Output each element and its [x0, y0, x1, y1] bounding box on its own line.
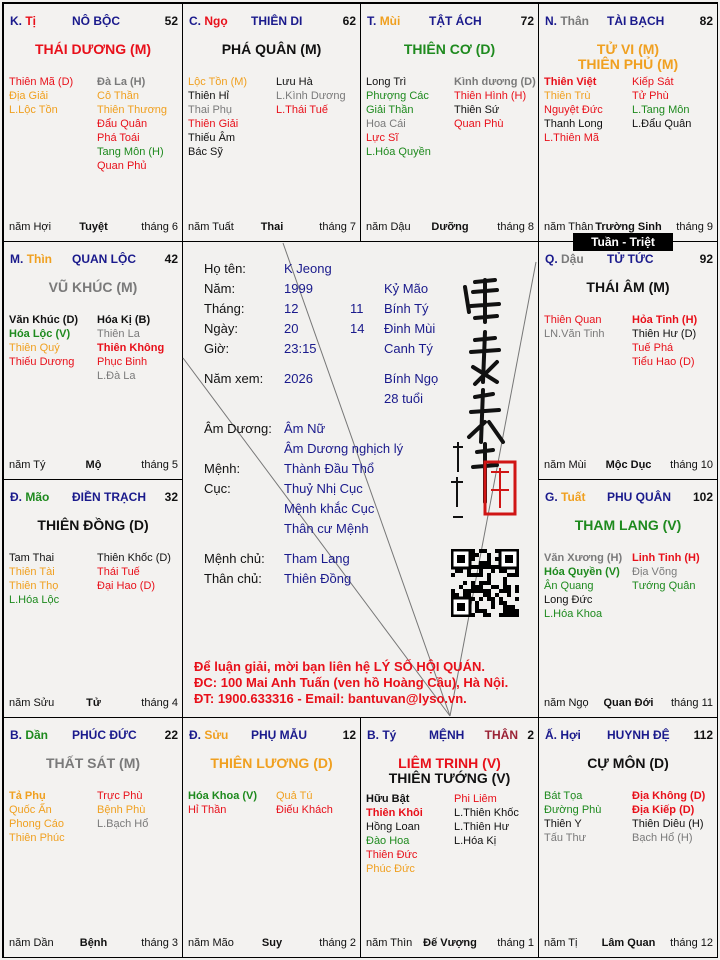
main-star: THIÊN CƠ (D): [403, 41, 496, 57]
minor-star: Hóa Lộc (V): [9, 328, 71, 340]
life-phase: Thai: [260, 221, 284, 233]
footer-year: năm Thân: [544, 221, 594, 233]
age-number: 112: [693, 728, 713, 742]
palace-name: QUAN LỘC: [72, 252, 136, 266]
contact-phone-email: ĐT: 1900.633316 - Email: bantuvan@lyso.vn.: [194, 691, 467, 706]
age-number: 42: [164, 252, 178, 266]
age-number: 52: [164, 14, 178, 28]
minor-star: Phục Binh: [97, 356, 148, 368]
info-menh: Thành Đầu Thổ: [284, 461, 375, 476]
minor-star: Nguyệt Đức: [544, 104, 603, 116]
palace-name: NÔ BỘC: [72, 14, 120, 28]
minor-star: Địa Giải: [9, 90, 49, 102]
footer-year: năm Dần: [9, 937, 54, 949]
footer-year: năm Dậu: [366, 221, 411, 233]
minor-star: Thiên Không: [97, 342, 165, 354]
info-year-label: Năm:: [204, 281, 236, 296]
minor-star: Thiên Trù: [544, 90, 591, 102]
info-amduong: Âm Nữ: [284, 421, 326, 436]
info-than-chu: Thiên Đồng: [284, 571, 352, 586]
branch-prefix: B.: [367, 728, 379, 742]
footer-year: năm Ngọ: [544, 697, 589, 709]
life-phase: Suy: [261, 937, 283, 949]
minor-star: Tiểu Hao (D): [632, 356, 695, 368]
minor-star: Tử Phù: [632, 90, 669, 102]
minor-star: Tam Thai: [9, 552, 55, 564]
minor-star: L.Kình Dương: [276, 90, 346, 102]
main-star: THIÊN ĐỒNG (D): [37, 517, 149, 533]
info-age: 28 tuổi: [384, 391, 424, 406]
minor-star: Hóa Khoa (V): [188, 790, 258, 802]
minor-star: Phúc Đức: [366, 863, 415, 875]
footer-month: tháng 1: [497, 937, 534, 949]
minor-star: L.Thiên Hư: [454, 821, 510, 833]
main-star: THẤT SÁT (M): [45, 755, 141, 771]
branch-name: Ngọ: [204, 14, 228, 28]
minor-star: Trực Phù: [97, 790, 143, 802]
life-phase: Quan Đới: [603, 697, 654, 709]
minor-star: Văn Xương (H): [544, 552, 623, 564]
minor-star: Quan Phủ: [97, 160, 147, 172]
minor-star: Tướng Quân: [632, 580, 696, 592]
footer-year: năm Hợi: [9, 221, 52, 233]
info-hour-canchi: Canh Tý: [384, 341, 433, 356]
main-star: THÁI DƯƠNG (M): [34, 41, 152, 57]
info-view-year: 2026: [284, 371, 313, 386]
minor-star: Bệnh Phù: [97, 804, 146, 816]
minor-star: Tả Phụ: [9, 790, 46, 802]
palace-name: PHU QUÂN: [607, 490, 672, 504]
age-number: 92: [699, 252, 713, 266]
minor-star: Thiên Giải: [188, 118, 239, 130]
footer-month: tháng 8: [497, 221, 534, 233]
footer-year: năm Tuất: [188, 221, 234, 233]
minor-star: L.Hóa Khoa: [544, 608, 603, 620]
main-star: TỬ VI (M): [596, 41, 660, 57]
info-menh-label: Mệnh:: [204, 461, 241, 476]
branch-name: Dậu: [561, 252, 584, 266]
info-hour: 23:15: [284, 341, 317, 356]
branch-prefix: Đ.: [189, 728, 201, 742]
palace-name: ĐIỀN TRẠCH: [72, 490, 146, 504]
branch-prefix: Đ.: [10, 490, 22, 504]
age-number: 62: [342, 14, 356, 28]
minor-star: Hoa Cái: [366, 118, 406, 130]
minor-star: Thiên Hình (H): [454, 90, 527, 102]
footer-month: tháng 9: [676, 221, 713, 233]
minor-star: Thiên Phúc: [9, 832, 65, 844]
branch-name: Sửu: [204, 728, 229, 742]
branch-name: Tị: [25, 14, 37, 28]
info-day-lunar: 14: [350, 321, 365, 336]
minor-star: Thiên Y: [544, 818, 582, 830]
minor-star: Lưu Hà: [276, 76, 313, 88]
minor-star: Thiên Tài: [9, 566, 55, 578]
minor-star: Thái Tuế: [97, 566, 140, 578]
minor-star: Long Trì: [366, 76, 407, 88]
minor-star: Thiên Việt: [544, 76, 597, 88]
minor-star: Địa Kiếp (D): [632, 804, 695, 816]
info-cuc: Thuỷ Nhị Cục: [284, 481, 363, 496]
minor-star: Đường Phù: [544, 804, 602, 816]
branch-prefix: T.: [367, 14, 377, 28]
minor-star: Phượng Các: [366, 90, 429, 102]
footer-year: năm Sửu: [9, 697, 55, 709]
minor-star: Hóa Quyền (V): [544, 566, 620, 578]
footer-month: tháng 4: [141, 697, 178, 709]
qr-code: [451, 549, 519, 617]
footer-year: năm Thìn: [366, 937, 413, 949]
info-day-label: Ngày:: [204, 321, 238, 336]
minor-star: Thanh Long: [544, 118, 603, 130]
info-than-chu-label: Thân chủ:: [204, 571, 262, 586]
age-number: 72: [520, 14, 534, 28]
branch-name: Tý: [382, 728, 397, 742]
branch-name: Thân: [560, 14, 590, 28]
minor-star: Kiếp Sát: [632, 76, 674, 88]
minor-star: L.Bạch Hổ: [97, 818, 149, 830]
minor-star: Thai Phụ: [188, 104, 233, 116]
branch-name: Tuất: [561, 490, 586, 504]
minor-star: Thiên Sứ: [454, 104, 500, 116]
minor-star: Địa Võng: [632, 566, 678, 578]
branch-name: Mão: [25, 490, 50, 504]
footer-month: tháng 11: [670, 697, 713, 709]
info-month-label: Tháng:: [204, 301, 245, 316]
minor-star: Thiên Thọ: [9, 580, 59, 592]
main-star: THIÊN PHỦ (M): [577, 56, 679, 72]
minor-star: Đà La (H): [97, 76, 146, 88]
minor-star: Văn Khúc (D): [9, 314, 79, 326]
minor-star: Thiên Đức: [366, 849, 418, 861]
minor-star: L.Thái Tuế: [276, 104, 328, 116]
info-view-year-canchi: Bính Ngọ: [384, 371, 439, 386]
info-menh-chu: Tham Lang: [284, 551, 350, 566]
age-number: 22: [164, 728, 178, 742]
minor-star: Hỉ Thần: [188, 804, 227, 816]
info-year-canchi: Kỷ Mão: [384, 281, 429, 296]
life-phase: Bệnh: [79, 937, 108, 949]
minor-star: Quốc Ấn: [9, 804, 52, 816]
age-number: 102: [692, 490, 713, 504]
footer-month: tháng 7: [319, 221, 356, 233]
minor-star: L.Thiên Mã: [544, 132, 600, 144]
minor-star: Hỏa Tinh (H): [632, 314, 698, 326]
branch-prefix: M.: [10, 252, 24, 266]
info-month-lunar: 11: [350, 301, 364, 316]
life-phase: Tử: [86, 697, 101, 709]
footer-year: năm Mão: [188, 937, 234, 949]
minor-star: Thiên Khôi: [366, 807, 423, 819]
life-phase: Trường Sinh: [595, 221, 662, 233]
age-number: 2: [527, 728, 534, 742]
minor-star: Phong Cáo: [9, 818, 65, 830]
minor-star: Cô Thần: [97, 90, 139, 102]
palace-name: MỆNH: [429, 728, 465, 742]
minor-star: Quan Phù: [454, 118, 504, 130]
info-month-canchi: Bính Tý: [384, 301, 429, 316]
branch-name: Mùi: [379, 14, 401, 28]
minor-star: L.Thiên Khốc: [454, 807, 519, 819]
minor-star: Thiên Khốc (D): [97, 552, 171, 564]
life-phase: Mộ: [85, 459, 102, 471]
minor-star: Địa Không (D): [632, 790, 706, 802]
info-cuc-note2: Thân cư Mệnh: [284, 521, 369, 536]
minor-star: LN.Văn Tinh: [544, 328, 605, 340]
minor-star: L.Tang Môn: [632, 104, 690, 116]
info-month-solar: 12: [284, 301, 299, 316]
info-menh-chu-label: Mệnh chủ:: [204, 551, 265, 566]
minor-star: Tang Môn (H): [97, 146, 164, 158]
contact-address: ĐC: 100 Mai Anh Tuấn (ven hồ Hoàng Cầu), Hà Nội.: [194, 675, 509, 690]
branch-prefix: G.: [545, 490, 558, 504]
main-star: THÁI ÂM (M): [586, 279, 670, 295]
branch-prefix: B.: [10, 728, 22, 742]
life-phase: Dưỡng: [431, 221, 469, 233]
minor-star: Tấu Thư: [544, 832, 587, 844]
minor-star: Lộc Tồn (M): [188, 76, 248, 88]
minor-star: Bạch Hổ (H): [632, 832, 693, 844]
minor-star: Đào Hoa: [366, 835, 410, 847]
branch-prefix: K.: [10, 14, 22, 28]
info-name: K Jeong: [284, 261, 332, 276]
minor-star: Thiên Thương: [97, 104, 168, 116]
minor-star: Thiếu Âm: [188, 132, 236, 144]
minor-star: Tuế Phá: [632, 342, 674, 354]
contact-line-1: Để luận giải, mời bạn liên hệ LÝ SỐ HỘI QUÁN.: [194, 659, 485, 674]
minor-star: Linh Tinh (H): [632, 552, 700, 564]
info-day-solar: 20: [284, 321, 299, 336]
minor-star: L.Hóa Kị: [454, 835, 497, 847]
info-cuc-label: Cục:: [204, 481, 231, 496]
main-star: THAM LANG (V): [574, 517, 682, 533]
minor-star: Thiếu Dương: [9, 356, 75, 368]
life-phase: Đế Vượng: [423, 937, 477, 949]
palace-name: TẬT ÁCH: [429, 14, 482, 28]
branch-prefix: Q.: [545, 252, 558, 266]
minor-star: L.Hóa Lộc: [9, 594, 60, 606]
minor-star: Bát Tọa: [544, 790, 583, 802]
main-star: VŨ KHÚC (M): [48, 279, 138, 295]
branch-name: Thìn: [26, 252, 53, 266]
branch-prefix: Ấ.: [545, 728, 557, 742]
age-number: 12: [342, 728, 356, 742]
minor-star: L.Lộc Tồn: [9, 104, 58, 116]
minor-star: Thiên Quan: [544, 314, 602, 326]
main-star: THIÊN LƯƠNG (D): [210, 755, 333, 771]
palace-name: TỬ TỨC: [607, 252, 654, 266]
minor-star: Hồng Loan: [366, 821, 420, 833]
palace-name: PHÚC ĐỨC: [72, 728, 137, 742]
branch-name: Dần: [25, 728, 49, 742]
life-phase: Lâm Quan: [601, 937, 656, 949]
minor-star: Thiên Hư (D): [632, 328, 697, 340]
palace-name: PHỤ MẪU: [251, 728, 307, 742]
minor-star: Thiên Quý: [9, 342, 60, 354]
minor-star: Thiên Hỉ: [188, 90, 229, 102]
footer-month: tháng 10: [670, 459, 713, 471]
minor-star: Đẩu Quân: [97, 118, 148, 130]
branch-prefix: C.: [189, 14, 201, 28]
tuan-triet-badge: Tuần - Triệt: [573, 233, 673, 251]
minor-star: Phá Toái: [97, 132, 140, 144]
age-number: 82: [699, 14, 713, 28]
minor-star: Thiên La: [97, 328, 140, 340]
footer-month: tháng 6: [141, 221, 178, 233]
footer-month: tháng 2: [319, 937, 356, 949]
info-year: 1999: [284, 281, 313, 296]
main-star: THIÊN TƯỚNG (V): [388, 770, 511, 786]
main-star: LIÊM TRINH (V): [398, 755, 501, 771]
info-view-year-label: Năm xem:: [204, 371, 264, 386]
footer-month: tháng 3: [141, 937, 178, 949]
minor-star: Lực Sĩ: [366, 132, 399, 144]
minor-star: Kình dương (D): [454, 76, 536, 88]
info-name-label: Họ tên:: [204, 261, 246, 276]
minor-star: Long Đức: [544, 594, 593, 606]
minor-star: L.Hóa Quyền: [366, 146, 431, 158]
calligraphy-logo: [445, 272, 525, 532]
minor-star: Bác Sỹ: [188, 146, 223, 158]
palace-name: THIÊN DI: [251, 14, 303, 28]
minor-star: Điếu Khách: [276, 804, 333, 816]
life-phase: Mộc Dục: [605, 459, 652, 471]
branch-prefix: N.: [545, 14, 557, 28]
minor-star: Thiên Diêu (H): [632, 818, 704, 830]
branch-name: Hợi: [560, 728, 581, 742]
footer-month: tháng 12: [670, 937, 713, 949]
life-phase: Tuyệt: [79, 221, 108, 233]
minor-star: L.Đẩu Quân: [632, 118, 692, 130]
minor-star: Hữu Bật: [366, 793, 410, 805]
main-star: CỰ MÔN (D): [587, 755, 669, 771]
footer-year: năm Mùi: [544, 459, 587, 471]
minor-star: Ân Quang: [544, 580, 594, 592]
age-number: 32: [164, 490, 178, 504]
footer-month: tháng 5: [141, 459, 178, 471]
info-amduong-label: Âm Dương:: [204, 421, 272, 436]
minor-star: Giải Thần: [366, 104, 414, 116]
minor-star: L.Đà La: [97, 370, 136, 382]
palace-name: HUYNH ĐỆ: [607, 728, 670, 742]
minor-star: Quả Tú: [276, 790, 313, 802]
info-cuc-note1: Mệnh khắc Cục: [284, 501, 375, 516]
main-star: PHÁ QUÂN (M): [221, 41, 322, 57]
info-amduong-note: Âm Dương nghịch lý: [284, 441, 404, 456]
minor-star: Phi Liêm: [454, 793, 497, 805]
footer-year: năm Tị: [544, 937, 578, 949]
info-hour-label: Giờ:: [204, 341, 230, 356]
minor-star: Đại Hao (D): [97, 580, 156, 592]
footer-year: năm Tý: [9, 459, 46, 471]
than-marker: THÂN: [484, 728, 518, 742]
palace-name: TÀI BẠCH: [607, 14, 665, 28]
minor-star: Hóa Kị (B): [97, 314, 151, 326]
info-day-canchi: Đinh Mùi: [384, 321, 436, 336]
minor-star: Thiên Mã (D): [9, 76, 74, 88]
